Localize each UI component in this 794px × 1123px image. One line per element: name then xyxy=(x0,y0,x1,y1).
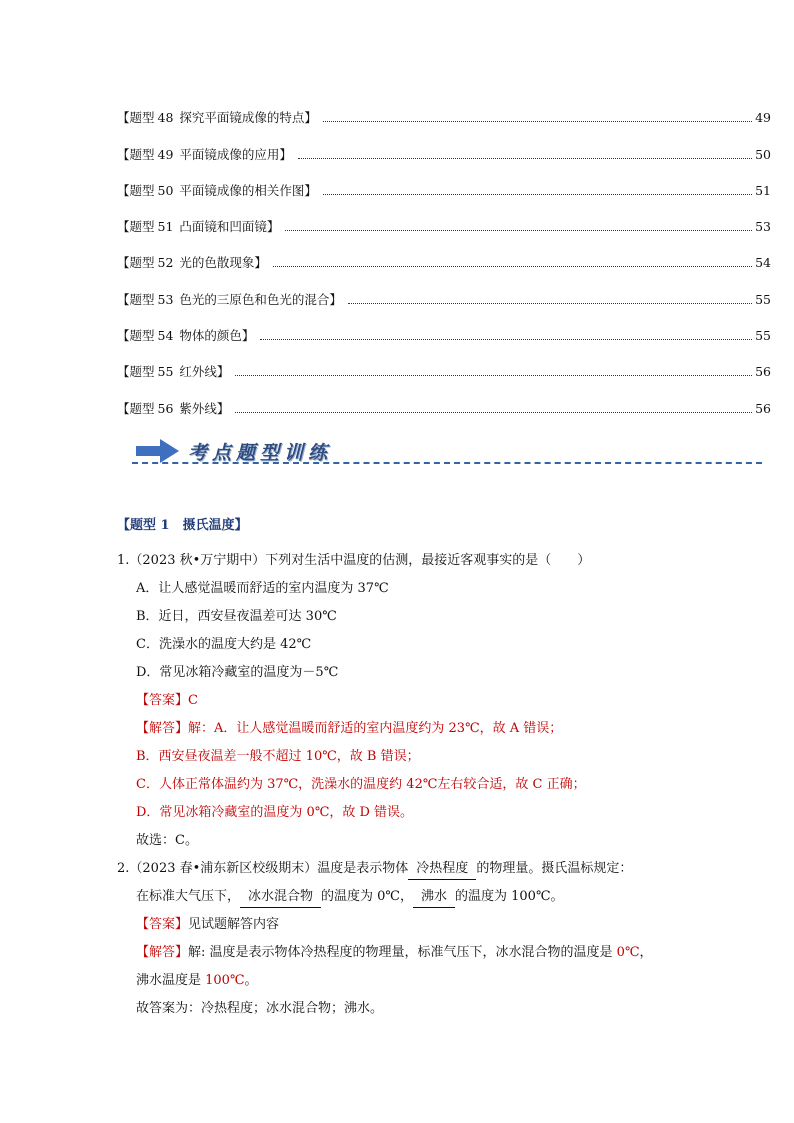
option-c: C．洗澡水的温度大约是 42℃ xyxy=(136,637,312,652)
toc-leader-dots xyxy=(260,338,752,340)
toc-entry-label: 【题型 55 红外线】 xyxy=(117,364,230,380)
table-of-contents xyxy=(117,92,771,419)
toc-leader-dots xyxy=(273,265,752,267)
section-banner xyxy=(132,432,762,470)
explanation-text: 解：A．让人感觉温暖而舒适的室内温度约为 23℃，故 A 错误； xyxy=(188,721,563,736)
toc-entry-label: 【题型 52 光的色散现象】 xyxy=(117,255,267,271)
main-content xyxy=(117,514,777,1023)
explanation-line: D．常见冰箱冷藏室的温度为 0℃，故 D 错误。 xyxy=(136,805,414,820)
explanation-line: 【解答】解: 温度是表示物体冷热程度的物理量，标准气压下，冰水混合物的温度是 0℃， xyxy=(136,945,653,960)
toc-leader-dots xyxy=(323,120,752,122)
toc-leader-dots xyxy=(298,157,752,159)
fill-blank: 冰水混合物 xyxy=(240,887,321,908)
toc-entry-label: 【题型 49 平面镜成像的应用】 xyxy=(117,146,292,162)
option-d: D．常见冰箱冷藏室的温度为－5℃ xyxy=(136,665,339,680)
answer-value: C xyxy=(188,693,198,708)
toc-page-number: 55 xyxy=(755,328,771,344)
fill-blank: 沸水 xyxy=(413,887,455,908)
toc-entry-label: 【题型 51 凸面镜和凹面镜】 xyxy=(117,219,280,235)
toc-leader-dots xyxy=(323,193,752,195)
toc-entry[interactable] xyxy=(117,310,771,346)
option-b: B．近日，西安昼夜温差可达 30℃ xyxy=(136,609,337,624)
question-2 xyxy=(117,855,777,1023)
toc-entry-label: 【题型 48 探究平面镜成像的特点】 xyxy=(117,110,317,126)
toc-entry-label: 【题型 56 紫外线】 xyxy=(117,400,230,416)
fill-blank: 冷热程度 xyxy=(408,859,476,880)
right-arrow-icon xyxy=(136,438,180,464)
toc-entry[interactable] xyxy=(117,273,771,309)
banner-underline xyxy=(132,462,762,464)
toc-page-number: 54 xyxy=(755,255,771,271)
toc-entry[interactable] xyxy=(117,237,771,273)
answer-value: 见试题解答内容 xyxy=(188,917,280,932)
toc-page-number: 51 xyxy=(755,182,771,198)
conclusion-line: 故选：C。 xyxy=(136,833,198,848)
toc-entry[interactable] xyxy=(117,346,771,382)
toc-page-number: 55 xyxy=(755,291,771,307)
toc-page-number: 49 xyxy=(755,110,771,126)
answer-line xyxy=(117,911,777,939)
explanation-line xyxy=(117,715,777,743)
toc-page-number: 53 xyxy=(755,219,771,235)
question-stem: 2.（2023 春•浦东新区校级期末）温度是表示物体 冷热程度 的物理量。摄氏温标规定： xyxy=(117,855,777,883)
explanation-line: 沸水温度是 100℃。 xyxy=(136,973,258,988)
toc-page-number: 56 xyxy=(755,400,771,416)
toc-leader-dots xyxy=(235,374,752,376)
explanation-line: C．人体正常体温约为 37℃，洗澡水的温度约 42℃左右较合适，故 C 正确； xyxy=(136,777,586,792)
toc-leader-dots xyxy=(348,302,752,304)
toc-entry[interactable] xyxy=(117,201,771,237)
toc-entry-label: 【题型 53 色光的三原色和色光的混合】 xyxy=(117,291,342,307)
toc-entry-label: 【题型 54 物体的颜色】 xyxy=(117,328,255,344)
question-stem: 1.（2023 秋•万宁期中）下列对生活中温度的估测，最接近客观事实的是（ ） xyxy=(117,553,591,568)
explanation-tag: 【解答】 xyxy=(136,721,189,736)
explanation-tag: 【解答】 xyxy=(136,945,189,960)
toc-leader-dots xyxy=(285,229,752,231)
toc-leader-dots xyxy=(235,411,752,413)
option-a: A．让人感觉温暖而舒适的室内温度为 37℃ xyxy=(136,581,389,596)
question-1 xyxy=(117,547,777,855)
section-title: 【题型 1 摄氏温度】 xyxy=(117,518,248,533)
toc-page-number: 50 xyxy=(755,146,771,162)
toc-entry[interactable] xyxy=(117,382,771,418)
toc-entry-label: 【题型 50 平面镜成像的相关作图】 xyxy=(117,182,317,198)
answer-line xyxy=(117,687,777,715)
toc-entry[interactable] xyxy=(117,165,771,201)
conclusion-line: 故答案为：冷热程度；冰水混合物；沸水。 xyxy=(136,1001,384,1016)
answer-tag: 【答案】 xyxy=(136,917,189,932)
explanation-line: B．西安昼夜温差一般不超过 10℃，故 B 错误； xyxy=(136,749,420,764)
answer-tag: 【答案】 xyxy=(136,693,189,708)
toc-page-number: 56 xyxy=(755,364,771,380)
banner-title: 考点题型训练 xyxy=(188,442,333,464)
toc-entry[interactable] xyxy=(117,128,771,164)
toc-entry[interactable] xyxy=(117,92,771,128)
question-stem-cont: 在标准大气压下， 冰水混合物 的温度为 0℃， 沸水 的温度为 100℃。 xyxy=(117,883,777,911)
